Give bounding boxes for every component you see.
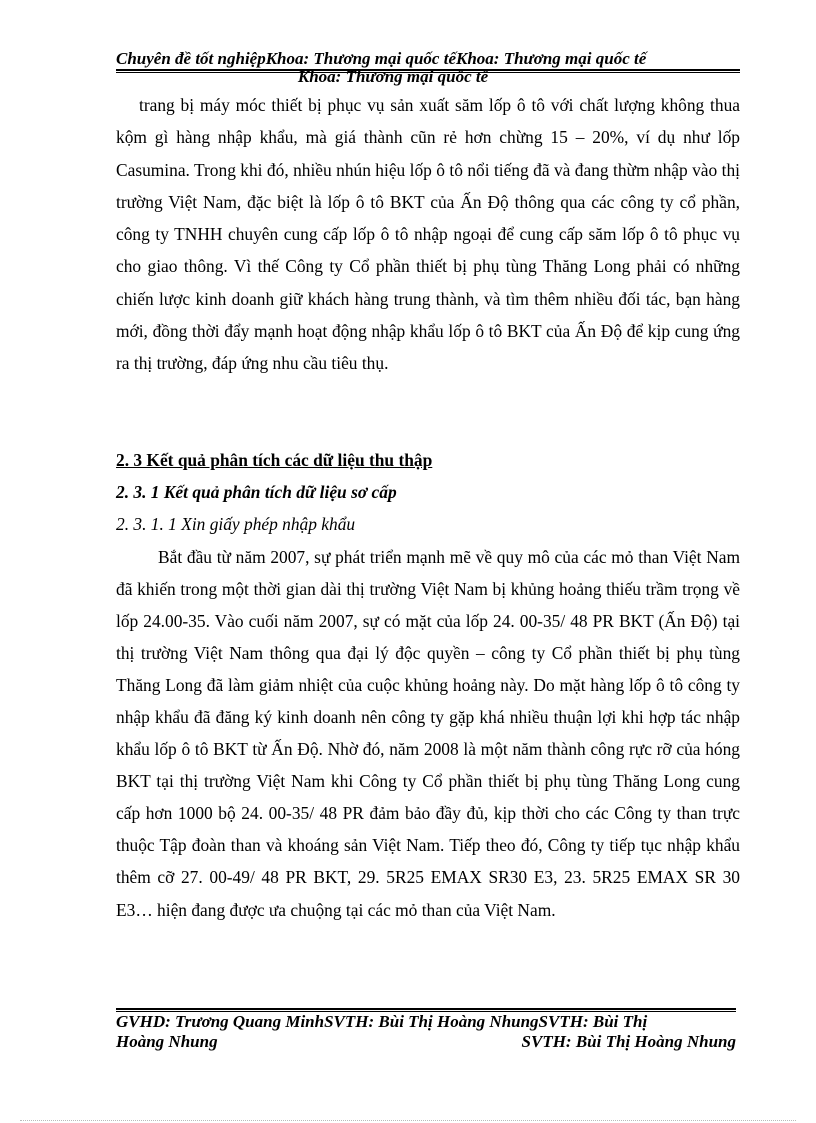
page-footer [116, 1012, 740, 1052]
page-header [116, 50, 740, 86]
footer-line-2-right: SVTH: Bùi Thị Hoàng Nhung [521, 1032, 736, 1051]
section-heading: 2. 3 Kết quả phân tích các dữ liệu thu thập [116, 450, 433, 470]
footer-line-2 [116, 1032, 740, 1052]
footer-line-2-left: Hoàng Nhung [116, 1032, 218, 1051]
header-rule [116, 69, 740, 73]
footer-line-1: GVHD: Trương Quang MinhSVTH: Bùi Thị Hoàng NhungSVTH: Bùi Thị [116, 1012, 648, 1031]
header-line-1: Chuyên đề tốt nghiệpKhoa: Thương mại quốc tếKhoa: Thương mại quốc tế [116, 49, 647, 68]
header-line-2: Khoa: Thương mại quốc tế [297, 67, 489, 86]
page-bottom-divider [20, 1120, 796, 1121]
subsubsection-heading: 2. 3. 1. 1 Xin giấy phép nhập khẩu [116, 514, 356, 534]
body-paragraph-2: Bắt đầu từ năm 2007, sự phát triển mạnh mẽ về quy mô của các mỏ than Việt Nam đã khiến trong một thời gian dài thị trường Việt Nam bị khủng hoảng thiếu trầm trọng về lốp 24.00-35. Vào cuối năm 2007, sự có mặt của lốp 24. 00-35/ 48 PR BKT (Ấn Độ) tại thị trường Việt Nam thông qua đại lý độc quyền – công ty Cổ phần thiết bị phụ tùng Thăng Long đã làm giảm nhiệt của cuộc khủng hoảng này. Do mặt hàng lốp ô tô công ty nhập khẩu đã đăng ký kinh doanh nên công ty gặp khá nhiều thuận lợi khi hợp tác nhập khẩu lốp ô tô BKT từ Ấn Độ. Nhờ đó, năm 2008 là một năm thành công rực rỡ của hóng BKT tại thị trường Việt Nam khi Công ty Cổ phần thiết bị phụ tùng Thăng Long cung cấp hơn 1000 bộ 24. 00-35/ 48 PR đảm bảo đầy đủ, kịp thời cho các Công ty than trực thuộc Tập đoàn than và khoáng sản Việt Nam. Tiếp theo đó, Công ty tiếp tục nhập khẩu thêm cỡ 27. 00-49/ 48 PR BKT, 29. 5R25 EMAX SR30 E3, 23. 5R25 EMAX SR 30 E3… hiện đang được ưa chuộng tại các mỏ than của Việt Nam. [116, 547, 740, 920]
body-paragraph-1: trang bị máy móc thiết bị phục vụ sản xuất săm lốp ô tô với chất lượng không thua kộm gì hàng nhập khẩu, mà giá thành cũn rẻ hơn chừng 15 – 20%, ví dụ như lốp Casumina. Trong khi đó, nhiều nhún hiệu lốp ô tô nổi tiếng đã và đang thừm nhập vào thị trường Việt Nam, đặc biệt là lốp ô tô BKT của Ấn Độ thông qua các công ty cổ phần, công ty TNHH chuyên cung cấp lốp ô tô nhập ngoại để cung cấp săm lốp ô tô phục vụ cho giao thông. Vì thế Công ty Cổ phần thiết bị phụ tùng Thăng Long phải có những chiến lược kinh doanh giữ khách hàng trung thành, và tìm thêm nhiều đối tác, bạn hàng mới, đồng thời đẩy mạnh hoạt động nhập khẩu lốp ô tô BKT của Ấn Độ để kịp cung ứng ra thị trường, đáp ứng nhu cầu tiêu thụ. [116, 95, 740, 374]
subsection-heading: 2. 3. 1 Kết quả phân tích dữ liệu sơ cấp [116, 482, 397, 502]
